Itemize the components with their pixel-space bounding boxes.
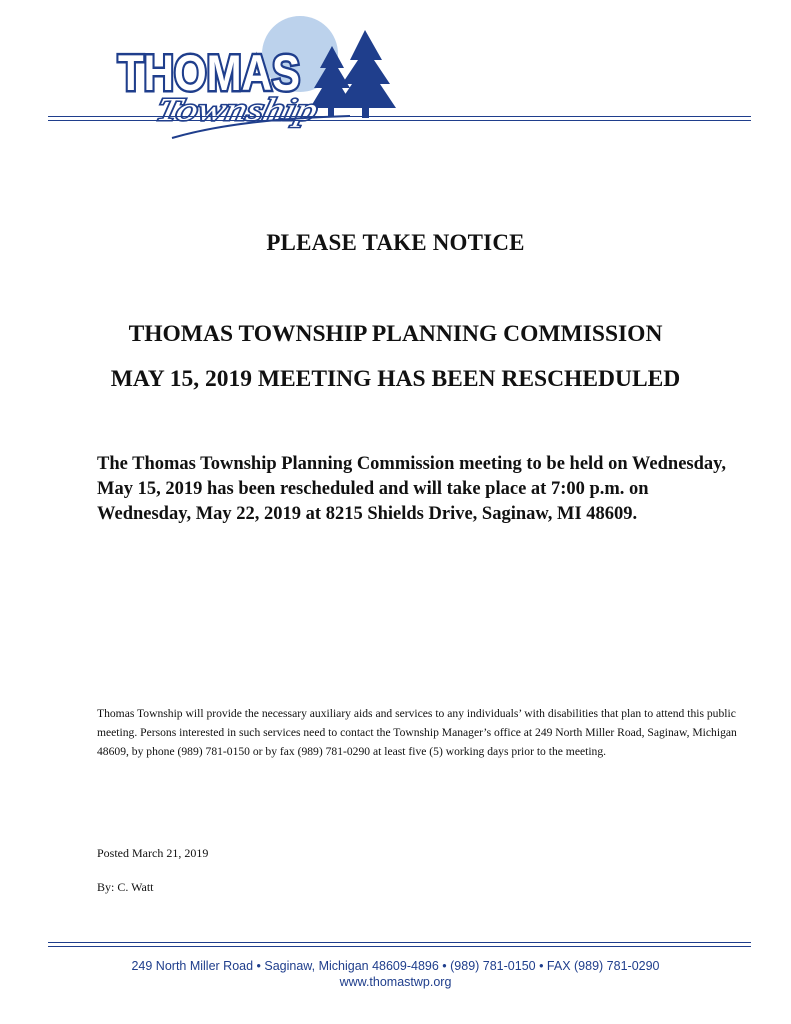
header-divider xyxy=(48,116,751,122)
posted-by: By: C. Watt xyxy=(97,880,154,894)
logo-word-thomas: THOMAS xyxy=(118,45,300,101)
logo-graphic xyxy=(110,12,400,142)
logo-word-township: Township xyxy=(153,91,283,127)
footer xyxy=(0,958,791,990)
meeting-details-paragraph: The Thomas Township Planning Commission meeting to be held on Wednesday, May 15, 2019 has been rescheduled and will take place at 7:00 p.m. on Wednesday, May 22, 2019 at 8215 Shields Drive, Saginaw, MI 48609. xyxy=(97,454,726,524)
heading-line-2: MAY 15, 2019 MEETING HAS BEEN RESCHEDULED xyxy=(110,366,681,392)
footer-address: 249 North Miller Road • Saginaw, Michigan 48609-4896 • (989) 781-0150 • FAX (989) 781-0290 xyxy=(131,959,660,973)
heading-line-1: THOMAS TOWNSHIP PLANNING COMMISSION xyxy=(128,321,663,347)
notice-title: PLEASE TAKE NOTICE xyxy=(266,230,525,255)
footer-divider xyxy=(48,942,751,948)
thomas-township-logo xyxy=(110,12,400,142)
footer-website[interactable]: www.thomastwp.org xyxy=(339,975,452,989)
accessibility-paragraph: Thomas Township will provide the necessary auxiliary aids and services to any individuals’ with disabilities that plan to attend this public meeting. Persons interested in such services need to contact the Township Manager’s office at 249 North Miller Road, Saginaw, Michigan 48609, by phone (989) 781-0150 or by fax (989) 781-0290 at least five (5) working days prior to the meeting. xyxy=(97,707,737,758)
posted-date: Posted March 21, 2019 xyxy=(97,846,209,860)
